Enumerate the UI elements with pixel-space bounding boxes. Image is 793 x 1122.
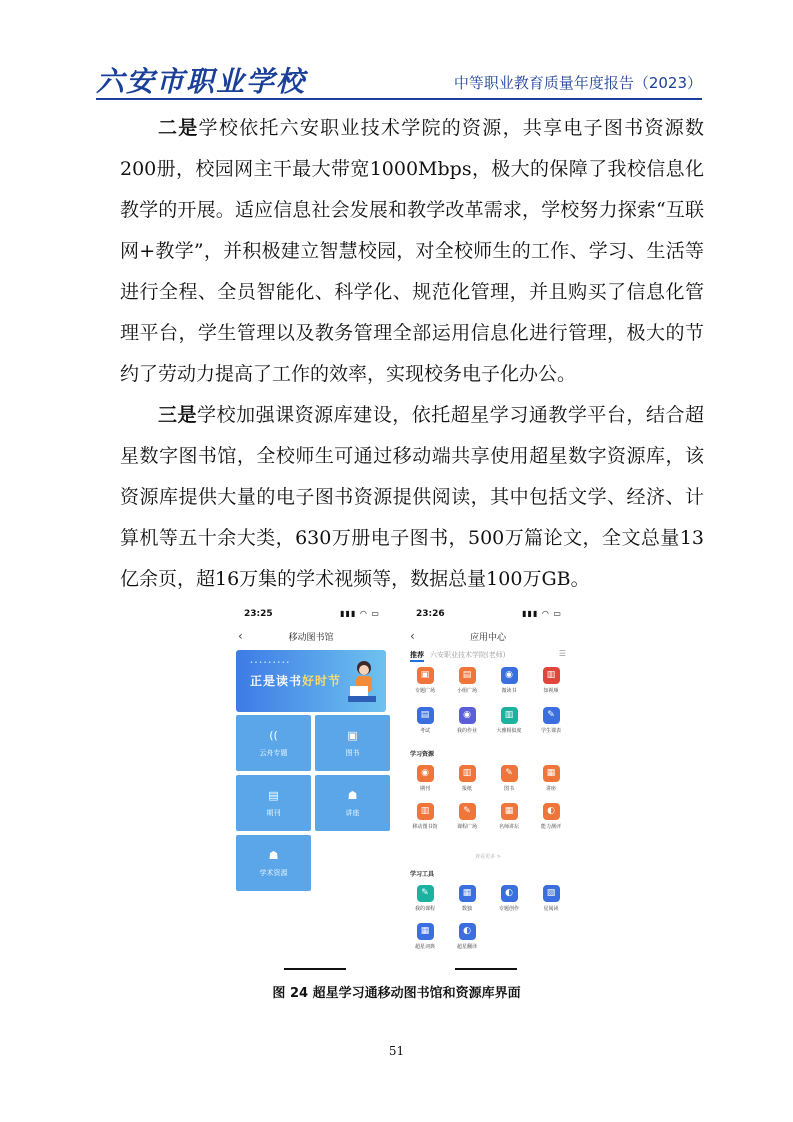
paragraph-lead: 二是 — [158, 117, 199, 139]
app-icon: ▦ — [417, 923, 434, 940]
app-label: 讲座 — [545, 786, 556, 792]
app-item[interactable] — [530, 707, 572, 734]
reading-girl-illustration — [344, 658, 378, 704]
banner-decoration: • • • • • • • • • — [250, 660, 290, 666]
app-item[interactable] — [446, 923, 488, 950]
app-item[interactable] — [488, 707, 530, 734]
app-label: 超星翻译 — [456, 944, 477, 950]
app-item[interactable] — [530, 803, 572, 830]
tile-label: 期刊 — [266, 809, 281, 817]
tile-label: 图书 — [345, 749, 360, 757]
promo-banner[interactable] — [236, 650, 386, 712]
tile-cloud-topics[interactable] — [236, 715, 311, 771]
app-icon: ▤ — [417, 707, 434, 724]
tile-journals[interactable] — [236, 775, 311, 831]
paragraph-body: 学校加强课资源库建设，依托超星学习通教学平台，结合超星数字图书馆，全校师生可通过移动端共享使用超星数字资源库，该资源库提供大量的电子图书资源提供阅读，其中包括文学、经济、计算机等五十余大类，630万册电子图书，500万篇论文，全文总量13亿余页，超16万集的学术视频等，数据总量100万GB。 — [120, 404, 704, 590]
app-item[interactable] — [488, 885, 530, 912]
tab-recommend[interactable]: 推荐 — [410, 651, 424, 662]
signal-wifi-battery-icon: ▮▮▮ ◠ ▭ — [340, 609, 380, 618]
app-label: 专题创作 — [498, 906, 519, 912]
app-label: 期刊 — [419, 786, 430, 792]
paragraph-3 — [120, 395, 704, 600]
app-item[interactable] — [446, 667, 488, 694]
app-item[interactable] — [446, 803, 488, 830]
tile-label: 云舟专题 — [259, 749, 288, 757]
app-label: 微读书 — [501, 688, 517, 694]
screen-title: 移动图书馆 — [288, 633, 334, 643]
app-icon: ▥ — [459, 765, 476, 782]
phone-screenshot-library — [232, 605, 390, 970]
app-label: 移动图书馆 — [412, 824, 438, 830]
app-item[interactable] — [530, 885, 572, 912]
screen-title: 应用中心 — [469, 633, 506, 643]
paragraph-body: 学校依托六安职业技术学院的资源，共享电子图书资源数200册，校园网主干最大带宽1000Mbps，极大的保障了我校信息化教学的开展。适应信息社会发展和教学改革需求，学校努力探索“互联网+教学”，并积极建立智慧校园，对全校师生的工作、学习、生活等进行全程、全员智能化、科学化、规范化管理，并且购买了信息化管理平台，学生管理以及教务管理全部运用信息化进行管理，极大的节约了劳动力提高了工作的效率，实现校务电子化办公。 — [120, 117, 704, 385]
app-label: 小组广场 — [456, 688, 477, 694]
app-icon: ▧ — [543, 885, 560, 902]
app-label: 数独 — [461, 906, 472, 912]
app-label: 学生课表 — [540, 728, 561, 734]
paragraph-2 — [120, 108, 704, 395]
page-number: 51 — [388, 1044, 405, 1058]
app-label: 星阅读 — [543, 906, 559, 912]
app-icon: ✎ — [417, 885, 434, 902]
banner-text — [250, 672, 341, 689]
report-title: 中等职业教育质量年度报告（2023） — [453, 74, 702, 92]
app-label: 能力测评 — [540, 824, 561, 830]
tab-bar — [410, 650, 505, 660]
lecture-icon: ☗ — [347, 789, 358, 802]
app-item[interactable] — [404, 667, 446, 694]
app-icon: ▤ — [459, 667, 476, 684]
figure-caption: 图 24 超星学习通移动图书馆和资源库界面 — [272, 986, 521, 1001]
app-item[interactable] — [404, 707, 446, 734]
app-icon: ✎ — [543, 707, 560, 724]
back-icon[interactable]: ‹ — [410, 629, 415, 643]
app-icon: ◐ — [459, 923, 476, 940]
school-logo: 六安市职业学校 — [96, 65, 307, 98]
app-label: 我的课程 — [414, 906, 435, 912]
app-item[interactable] — [530, 765, 572, 792]
app-item[interactable] — [488, 765, 530, 792]
app-item[interactable] — [530, 667, 572, 694]
app-label: 图书 — [503, 786, 514, 792]
person-icon: ☗ — [268, 849, 279, 862]
signal-wifi-battery-icon: ▮▮▮ ◠ ▭ — [522, 609, 562, 618]
app-item[interactable] — [404, 923, 446, 950]
app-label: 报纸 — [461, 786, 472, 792]
back-icon[interactable]: ‹ — [238, 629, 243, 643]
app-label: 专题广场 — [414, 688, 435, 694]
app-label: 我的作业 — [456, 728, 477, 734]
app-icon: ▣ — [417, 667, 434, 684]
tab-institution[interactable]: 六安职业技术学院(老师) — [430, 651, 506, 659]
body-text — [120, 108, 704, 600]
app-icon: ▥ — [501, 707, 518, 724]
app-icon: ◉ — [417, 765, 434, 782]
section-title-resources: 学习资源 — [410, 751, 435, 758]
app-icon: ▦ — [543, 765, 560, 782]
app-icon: ◉ — [459, 707, 476, 724]
tile-academic-resources[interactable] — [236, 835, 311, 891]
app-icon: ▦ — [501, 803, 518, 820]
book-icon: ▣ — [347, 729, 358, 742]
app-item[interactable] — [404, 885, 446, 912]
app-icon: ✎ — [459, 803, 476, 820]
page-header — [96, 60, 702, 96]
tile-label: 讲座 — [345, 809, 360, 817]
app-icon: ◉ — [501, 667, 518, 684]
app-item[interactable] — [446, 765, 488, 792]
app-item[interactable] — [488, 667, 530, 694]
app-label: 考试 — [419, 728, 430, 734]
tile-books[interactable] — [315, 715, 390, 771]
app-icon: ▥ — [543, 667, 560, 684]
paragraph-lead: 三是 — [158, 404, 198, 426]
banner-text-a: 正是读书 — [250, 674, 303, 688]
app-icon: ◐ — [501, 885, 518, 902]
tile-lectures[interactable] — [315, 775, 390, 831]
app-label: 名师讲坛 — [498, 824, 519, 830]
app-item[interactable] — [404, 803, 446, 830]
app-label: 大雅相似度 — [496, 728, 522, 734]
tile-label: 学术资源 — [259, 869, 288, 877]
header-divider — [96, 98, 702, 100]
app-label: 超星词典 — [414, 944, 435, 950]
status-time: 23:25 — [244, 609, 273, 619]
app-item[interactable] — [404, 765, 446, 792]
app-icon: ▦ — [459, 885, 476, 902]
home-indicator — [284, 968, 346, 970]
app-item[interactable] — [446, 707, 488, 734]
home-indicator — [455, 968, 517, 970]
app-icon: ✎ — [501, 765, 518, 782]
menu-icon[interactable]: ☰ — [558, 649, 566, 658]
journal-icon: ▤ — [268, 789, 279, 802]
app-label: 知视频 — [543, 688, 559, 694]
status-time: 23:26 — [416, 609, 445, 619]
app-icon: ◐ — [543, 803, 560, 820]
banner-text-b: 好时节 — [302, 674, 342, 688]
phone-screenshot-app-center — [404, 605, 572, 970]
app-item[interactable] — [488, 803, 530, 830]
app-item[interactable] — [446, 885, 488, 912]
app-label: 课程广场 — [456, 824, 477, 830]
section-title-tools: 学习工具 — [410, 871, 435, 878]
app-icon: ▥ — [417, 803, 434, 820]
wave-icon: (( — [269, 729, 278, 742]
see-more-link[interactable]: 查看更多 > — [475, 854, 501, 860]
